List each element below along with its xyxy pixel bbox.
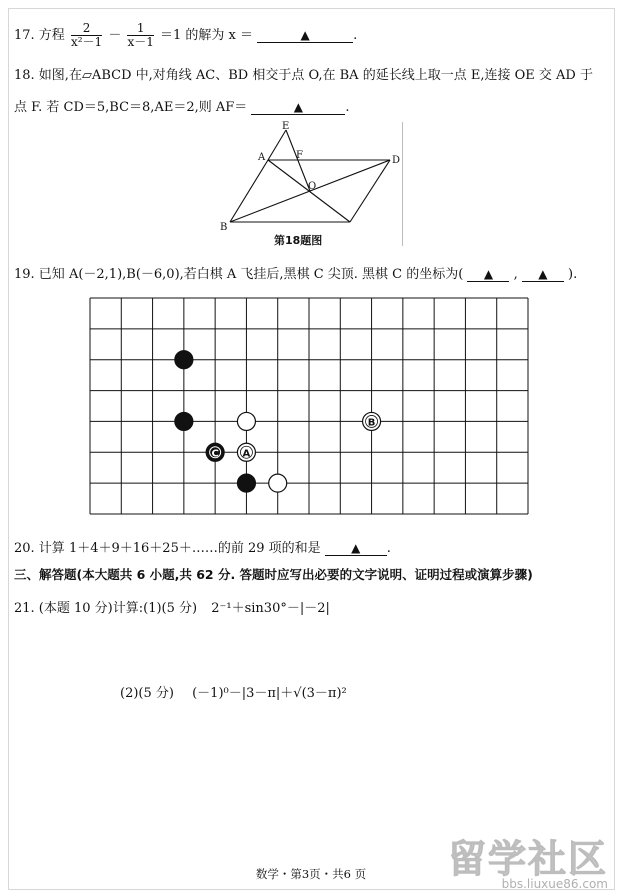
question-21-part-2 <box>120 682 347 701</box>
watermark-url: bbs.liuxue86.com <box>501 877 608 891</box>
q21-part2-label: (2)(5 分) <box>120 686 174 701</box>
stone-label: B <box>367 417 376 429</box>
white-stone <box>269 474 287 492</box>
q18-end: . <box>345 100 350 115</box>
question-18-line-1: 18. 如图,在▱ABCD 中,对角线 AC、BD 相交于点 O,在 BA 的延长线上取一点 E,连接 OE 交 AD 于 <box>14 68 593 83</box>
black-stone <box>237 474 255 492</box>
white-stone <box>237 412 255 430</box>
label-E: E <box>282 121 290 132</box>
label-O: O <box>308 181 317 192</box>
segment-AE <box>268 130 286 160</box>
segment-BA <box>230 160 268 222</box>
page-footer: 数学・第3页・共6 页 <box>255 867 367 881</box>
q17-frac2-denominator: x－1 <box>127 35 154 49</box>
black-stone <box>175 351 193 369</box>
q19-text: 19. 已知 A(－2,1),B(－6,0),若白棋 A 飞挂后,黑棋 C 尖顶. 黑棋 C 的坐标为( <box>14 267 464 282</box>
label-A: A <box>258 152 266 163</box>
q21-text: 21. (本题 10 分)计算:(1)(5 分) <box>14 601 198 616</box>
q18-line2-text: 点 F. 若 CD＝5,BC＝8,AE＝2,则 AF＝ <box>14 100 248 115</box>
watermark-logo: 留学社区 <box>447 837 608 881</box>
black-stone-C <box>206 443 224 461</box>
figure-separator <box>402 122 403 246</box>
stone-label: C <box>211 448 219 460</box>
q20-answer-blank[interactable]: ▲ <box>325 541 387 556</box>
white-stone-B <box>363 412 381 430</box>
question-21 <box>14 597 330 616</box>
question-18-line-2 <box>14 96 350 115</box>
q17-end: . <box>353 28 358 43</box>
question-17 <box>14 22 357 49</box>
white-stone-A <box>237 443 255 461</box>
label-F: F <box>296 150 303 161</box>
q17-frac1-denominator: x²－1 <box>70 35 103 49</box>
label-D: D <box>392 155 401 166</box>
segment-DC <box>350 160 390 222</box>
q20-text: 20. 计算 1＋4＋9＋16＋25＋……的前 29 项的和是 <box>14 541 321 556</box>
parallelogram-figure <box>216 120 404 250</box>
q17-fraction-2 <box>127 22 153 49</box>
q17-tail: ＝1 的解为 x ＝ <box>160 28 254 43</box>
q19-comma: , <box>513 267 518 282</box>
q17-prefix: 17. 方程 <box>14 28 65 43</box>
black-stone <box>175 412 193 430</box>
question-19 <box>14 263 577 282</box>
q19-answer-blank-2[interactable]: ▲ <box>522 267 564 282</box>
q17-answer-blank[interactable]: ▲ <box>257 28 353 43</box>
q20-end: . <box>386 541 391 556</box>
q18-answer-blank[interactable]: ▲ <box>251 100 345 115</box>
section-3-heading: 三、解答题(本大题共 6 小题,共 62 分. 答题时应写出必要的文字说明、证明过程或演算步骤) <box>14 567 533 582</box>
figure-18-caption: 第18题图 <box>274 234 323 247</box>
q21-expression-2: (－1)⁰－|3－π|＋√(3－π)² <box>192 686 347 701</box>
q19-answer-blank-1[interactable]: ▲ <box>467 267 509 282</box>
go-board <box>88 296 530 516</box>
q21-expression-1: 2⁻¹＋sin30°－|－2| <box>211 601 330 616</box>
q17-frac2-numerator: 1 <box>127 22 153 36</box>
stone-label: A <box>242 448 251 460</box>
q19-end: ). <box>568 267 578 282</box>
label-B: B <box>220 222 228 233</box>
q17-minus: － <box>108 28 122 43</box>
q17-frac1-numerator: 2 <box>71 22 102 36</box>
q17-fraction-1 <box>71 22 102 49</box>
question-20 <box>14 537 391 556</box>
